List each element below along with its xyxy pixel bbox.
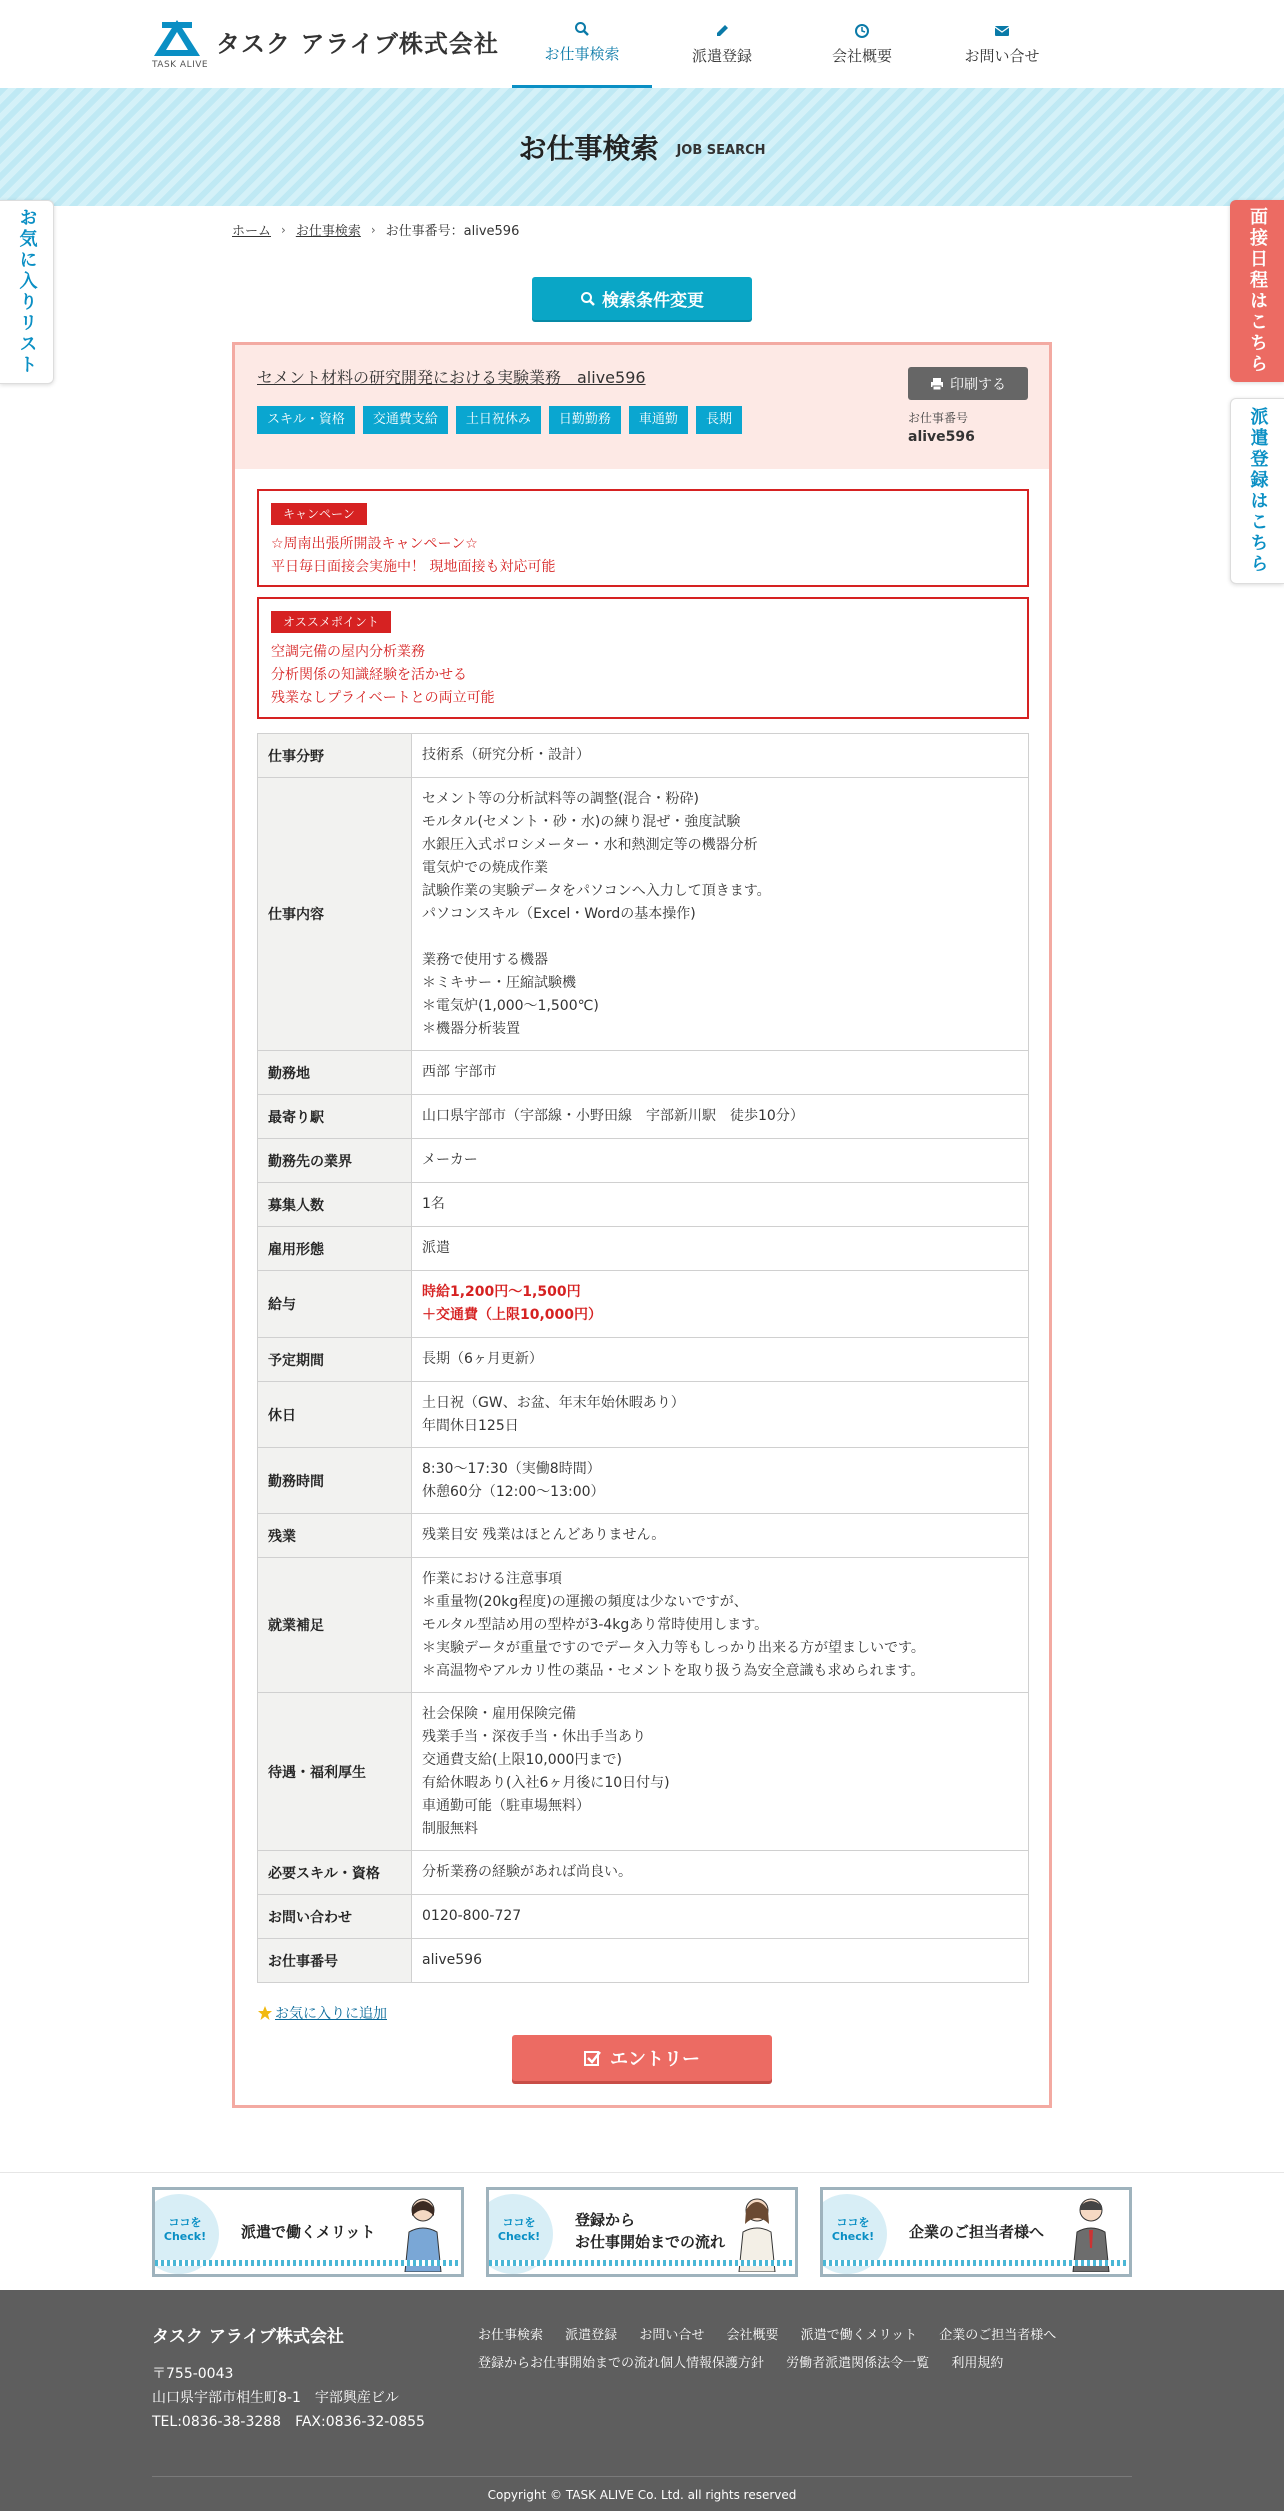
banner-area (0, 2172, 1284, 2290)
recommend-label: オススメポイント (271, 611, 391, 633)
footer-divider (152, 2476, 1132, 2477)
nav-job-search[interactable] (512, 0, 652, 88)
pencil-icon (714, 23, 730, 39)
campaign-label: キャンペーン (271, 503, 367, 525)
breadcrumb-search[interactable]: お仕事検索 (295, 224, 361, 239)
spec-value (412, 1895, 1029, 1939)
logo-sub: TASK ALIVE (152, 60, 209, 70)
salary-line: ＋交通費（上限10,000円） (422, 1307, 603, 1323)
site-footer (0, 2290, 1284, 2511)
spec-value (412, 1338, 1029, 1382)
spec-line: 技術系（研究分析・設計） (422, 747, 590, 763)
page-title: お仕事検索 (518, 132, 659, 165)
search-icon (580, 291, 596, 307)
spec-row-industry (258, 1139, 1029, 1183)
banner-company[interactable] (820, 2187, 1132, 2277)
entry-button[interactable] (512, 2035, 772, 2081)
job-tag: 交通費支給 (363, 406, 448, 434)
campaign-line: 平日毎日面接会実施中！ 現地面接も対応可能 (271, 559, 556, 575)
spec-value (412, 1095, 1029, 1139)
spec-line: 0120-800-727 (422, 1908, 522, 1924)
interview-schedule-tab[interactable] (1230, 200, 1284, 382)
spec-line: ＊機器分析装置 (422, 1020, 520, 1037)
spec-line: 休憩60分（12:00～13:00） (422, 1483, 605, 1500)
add-favorite-label: お気に入りに追加 (275, 2006, 387, 2022)
spec-line: 1名 (422, 1196, 445, 1212)
chevron-right-icon: › (370, 222, 376, 237)
banner-flow[interactable] (486, 2187, 798, 2277)
spec-line: ＊電気炉(1,000～1,500℃) (422, 997, 599, 1014)
spec-label: お問い合わせ (258, 1895, 412, 1939)
site-logo[interactable] (152, 18, 499, 70)
spec-line: 残業手当・深夜手当・休出手当あり (422, 1728, 646, 1745)
spec-value (412, 1514, 1029, 1558)
footer-street: 山口県宇部市相生町8-1 宇部興産ビル (152, 2390, 399, 2406)
banner-stripe (155, 2260, 461, 2266)
interview-schedule-label: 面接日程はこちら (1247, 207, 1268, 375)
spec-label: 予定期間 (258, 1338, 412, 1382)
breadcrumb-home[interactable]: ホーム (232, 224, 272, 239)
spec-label: 勤務先の業界 (258, 1139, 412, 1183)
add-favorite-link[interactable] (257, 2003, 387, 2023)
banner-check: ココを Check! (497, 2216, 541, 2243)
spec-line: セメント等の分析試料等の調整(混合・粉砕) (422, 790, 699, 807)
change-search-label: 検索条件変更 (602, 291, 704, 311)
spec-row-field (258, 734, 1029, 778)
spec-value (412, 1448, 1029, 1514)
job-card (232, 342, 1052, 2108)
spec-line: 土日祝（GW、お盆、年末年始休暇あり） (422, 1394, 685, 1411)
spec-value (412, 778, 1029, 1051)
footer-link[interactable]: お仕事検索 (478, 2328, 544, 2343)
job-tag: 日勤勤務 (549, 406, 621, 434)
banner-text: 企業のご担当者様へ (909, 2223, 1045, 2241)
nav-label: 会社概要 (831, 46, 892, 65)
spec-label: 待遇・福利厚生 (258, 1693, 412, 1851)
spec-line: 山口県宇部市（宇部線・小野田線 宇部新川駅 徒歩10分） (422, 1108, 804, 1124)
recommend-box (257, 597, 1029, 719)
spec-row-employment (258, 1227, 1029, 1271)
spec-row-supplement (258, 1558, 1029, 1693)
spec-row-period (258, 1338, 1029, 1382)
spec-row-location (258, 1051, 1029, 1095)
search-icon (574, 21, 590, 37)
breadcrumb-current: お仕事番号：alive596 (385, 224, 520, 239)
spec-row-skills (258, 1851, 1029, 1895)
job-tag: 車通勤 (629, 406, 688, 434)
spec-label: お仕事番号 (258, 1939, 412, 1983)
spec-label: 就業補足 (258, 1558, 412, 1693)
spec-value (412, 1851, 1029, 1895)
spec-label: 残業 (258, 1514, 412, 1558)
recommend-line: 残業なしプライベートとの両立可能 (271, 690, 495, 706)
chevron-right-icon: › (281, 222, 286, 237)
page-subtitle: JOB SEARCH (676, 142, 766, 158)
spec-label: 休日 (258, 1382, 412, 1448)
banner-check: ココを Check! (831, 2216, 875, 2243)
job-number-label: お仕事番号 (908, 411, 969, 425)
spec-line: 8:30～17:30（実働8時間） (422, 1460, 601, 1477)
spec-value (412, 1227, 1029, 1271)
spec-line: 有給休暇あり(入社6ヶ月後に10日付与) (422, 1774, 670, 1791)
spec-line: 試験作業の実験データをパソコンへ入力して頂きます。 (422, 882, 771, 899)
spec-line: 派遣 (422, 1240, 450, 1256)
main-nav (512, 0, 1072, 88)
spec-label: 必要スキル・資格 (258, 1851, 412, 1895)
banner-stripe (489, 2260, 795, 2266)
print-label: 印刷する (950, 376, 1006, 393)
footer-link[interactable]: 個人情報保護方針 (660, 2356, 765, 2371)
spec-line: 交通費支給(上限10,000円まで) (422, 1751, 622, 1768)
register-tab-label: 派遣登録はこちら (1247, 407, 1269, 575)
spec-row-holiday (258, 1382, 1029, 1448)
favorites-list-tab[interactable] (0, 200, 54, 384)
page-hero (0, 88, 1284, 206)
spec-label: 勤務時間 (258, 1448, 412, 1514)
footer-tel: TEL:0836-38-3288 FAX:0836-32-0855 (152, 2414, 425, 2430)
breadcrumb (232, 220, 519, 239)
banner-check: ココを Check! (163, 2216, 207, 2243)
footer-company: タスク アライブ株式会社 (152, 2327, 344, 2347)
spec-line: 社会保険・雇用保険完備 (422, 1705, 576, 1722)
spec-label: 仕事分野 (258, 734, 412, 778)
spec-row-headcount (258, 1183, 1029, 1227)
recommend-line: 空調完備の屋内分析業務 (271, 644, 425, 660)
spec-line: ＊高温物やアルカリ性の薬品・セメントを取り扱う為安全意識も求められます。 (422, 1662, 925, 1679)
footer-link[interactable]: 労働者派遣関係法令一覧 (786, 2356, 930, 2371)
job-tag: スキル・資格 (257, 406, 355, 434)
footer-link[interactable]: 派遣で働くメリット (800, 2328, 918, 2343)
site-header (0, 0, 1284, 88)
footer-link[interactable]: お問い合せ (639, 2328, 705, 2343)
spec-label: 最寄り駅 (258, 1095, 412, 1139)
footer-copyright: Copyright © TASK ALIVE Co. Ltd. all rights reserved (487, 2488, 797, 2502)
spec-line: 長期（6ヶ月更新） (422, 1351, 543, 1367)
job-tag: 土日祝休み (456, 406, 541, 434)
spec-label: 雇用形態 (258, 1227, 412, 1271)
spec-label: 仕事内容 (258, 778, 412, 1051)
spec-row-overtime (258, 1514, 1029, 1558)
job-number-value: alive596 (908, 429, 975, 445)
nav-label: お仕事検索 (544, 45, 620, 63)
spec-row-salary (258, 1271, 1029, 1338)
spec-row-jobno (258, 1939, 1029, 1983)
campaign-line: ☆周南出張所開設キャンペーン☆ (271, 536, 478, 552)
banner-text: 派遣で働くメリット (241, 2223, 376, 2241)
clock-icon (854, 23, 870, 39)
register-tab[interactable] (1230, 398, 1284, 584)
footer-link[interactable]: 企業のご担当者様へ (939, 2328, 1057, 2343)
spec-line: モルタル型詰め用の型枠が3-4kgあり常時使用します。 (422, 1616, 769, 1633)
salary-line: 時給1,200円～1,500円 (422, 1284, 581, 1300)
spec-line: ＊重量物(20kg程度)の運搬の頻度は少ないですが、 (422, 1593, 748, 1610)
spec-row-benefits (258, 1693, 1029, 1851)
banner-stripe (823, 2260, 1129, 2266)
print-button[interactable] (908, 367, 1028, 400)
spec-line: 車通勤可能（駐車場無料） (422, 1797, 590, 1814)
footer-link[interactable]: 利用規約 (951, 2356, 1004, 2371)
footer-link[interactable]: 派遣登録 (565, 2328, 618, 2343)
job-tags (257, 406, 742, 434)
footer-postal: 〒755-0043 (152, 2366, 234, 2382)
spec-value (412, 1382, 1029, 1448)
nav-company[interactable] (792, 0, 932, 88)
spec-value (412, 1939, 1029, 1983)
job-spec-table (257, 733, 1029, 1983)
job-title[interactable]: セメント材料の研究開発における実験業務 alive596 (257, 368, 646, 387)
entry-label: エントリー (610, 2049, 700, 2070)
banner-merit[interactable] (152, 2187, 464, 2277)
footer-link[interactable]: 登録からお仕事開始までの流れ (478, 2356, 661, 2371)
spec-line: 水銀圧入式ポロシメーター・水和熱測定等の機器分析 (422, 836, 758, 853)
recommend-line: 分析関係の知識経験を活かせる (271, 667, 467, 683)
favorites-list-label: お気に入りリスト (16, 208, 38, 376)
spec-line: 制服無料 (422, 1820, 478, 1837)
logo-name: タスク アライブ株式会社 (216, 30, 499, 58)
spec-value (412, 1051, 1029, 1095)
footer-links (478, 2322, 1098, 2378)
spec-value (412, 734, 1029, 778)
mail-icon (994, 23, 1010, 39)
spec-label: 募集人数 (258, 1183, 412, 1227)
star-icon (257, 2005, 273, 2021)
spec-line: 年間休日125日 (422, 1417, 519, 1434)
spec-line: 電気炉での焼成作業 (422, 859, 548, 876)
spec-line: ＊ミキサー・圧縮試験機 (422, 974, 576, 991)
spec-row-station (258, 1095, 1029, 1139)
spec-value (412, 1271, 1029, 1338)
logo-mark-icon (152, 18, 202, 58)
spec-line: 分析業務の経験があれば尚良い。 (422, 1864, 632, 1880)
nav-register[interactable] (652, 0, 792, 88)
spec-row-content (258, 778, 1029, 1051)
spec-value (412, 1139, 1029, 1183)
job-card-header (235, 345, 1049, 469)
spec-line: メーカー (422, 1152, 478, 1168)
change-search-button[interactable] (532, 277, 752, 320)
spec-line: 業務で使用する機器 (422, 951, 548, 968)
spec-label: 給与 (258, 1271, 412, 1338)
job-tag: 長期 (696, 406, 742, 434)
spec-value (412, 1183, 1029, 1227)
spec-line: ＊実験データが重量ですのでデータ入力等もしっかり出来る方が望ましいです。 (422, 1639, 925, 1656)
spec-line: 西部 宇部市 (422, 1064, 497, 1080)
footer-address (152, 2362, 425, 2434)
campaign-box (257, 489, 1029, 587)
spec-value (412, 1558, 1029, 1693)
spec-label: 勤務地 (258, 1051, 412, 1095)
spec-line: パソコンスキル（Excel・Wordの基本操作) (422, 905, 696, 922)
printer-icon (930, 377, 944, 391)
banner-text: お仕事開始までの流れ (575, 2233, 726, 2251)
banner-text: 登録から (575, 2211, 636, 2229)
nav-label: 派遣登録 (691, 46, 752, 65)
checkbox-icon (584, 2049, 602, 2067)
spec-line: alive596 (422, 1952, 482, 1968)
spec-value (412, 1693, 1029, 1851)
footer-link[interactable]: 会社概要 (726, 2328, 779, 2343)
spec-line (422, 926, 1018, 949)
spec-line: 作業における注意事項 (422, 1570, 562, 1587)
nav-label: お問い合せ (964, 46, 1040, 65)
spec-row-hours (258, 1448, 1029, 1514)
spec-line: 残業目安 残業はほとんどありません。 (422, 1527, 666, 1543)
spec-line: モルタル(セメント・砂・水)の練り混ぜ・強度試験 (422, 813, 741, 830)
nav-contact[interactable] (932, 0, 1072, 88)
spec-row-contact (258, 1895, 1029, 1939)
